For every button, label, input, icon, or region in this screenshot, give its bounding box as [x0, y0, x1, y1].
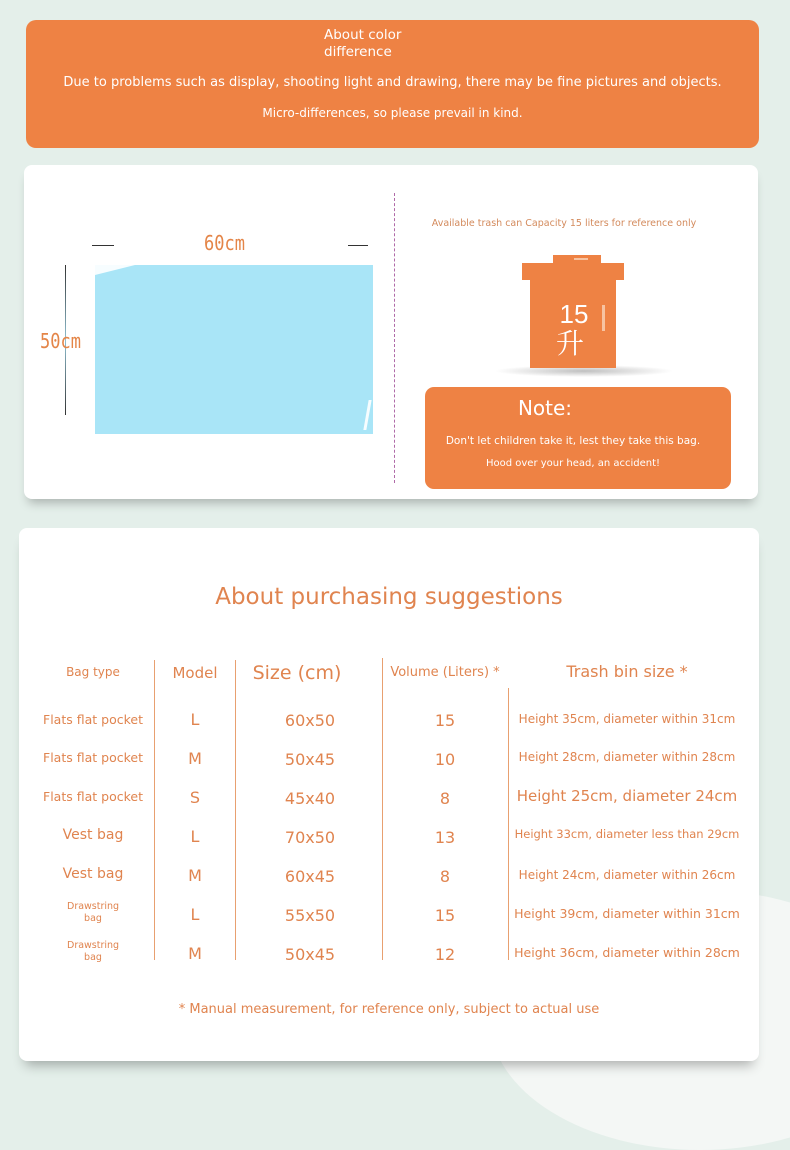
- row1-size: 60x50: [284, 711, 336, 730]
- banner-text-line2: Micro-differences, so please prevail in kind.: [262, 106, 523, 120]
- row4-trash-bin-size: Height 33cm, diameter less than 29cm: [514, 827, 740, 841]
- row4-bag-type: Vest bag: [62, 827, 124, 843]
- suggestions-title: About purchasing suggestions: [215, 584, 563, 610]
- vertical-divider: [394, 193, 395, 483]
- trash-can-handle-highlight: [574, 258, 588, 260]
- width-dimension-label: 60cm: [204, 231, 245, 255]
- row2-model: M: [188, 749, 202, 768]
- bag-shine-top: [95, 265, 135, 275]
- row7-size: 50x45: [284, 945, 336, 964]
- row5-model: M: [188, 866, 202, 885]
- trash-can-number: 15: [559, 299, 589, 329]
- height-dimension-label: 50cm: [40, 329, 81, 353]
- capacity-text: Available trash can Capacity 15 liters for reference only: [431, 218, 697, 229]
- row1-bag-type: Flats flat pocket: [43, 712, 143, 727]
- row5-size: 60x45: [284, 867, 336, 886]
- row6-volume: 15: [434, 906, 456, 925]
- row1-trash-bin-size: Height 35cm, diameter within 31cm: [518, 712, 736, 726]
- trash-can-unit: 升: [555, 327, 585, 360]
- row6-bag-type: Drawstring bag: [67, 901, 120, 924]
- row3-model: S: [189, 788, 201, 807]
- header-bag-type: Bag type: [66, 665, 120, 679]
- bag-shine-bottom: [363, 400, 371, 430]
- row3-bag-type: Flats flat pocket: [43, 789, 143, 804]
- footnote: * Manual measurement, for reference only, subject to actual use: [178, 1002, 600, 1017]
- header-trash-bin-size: Trash bin size *: [566, 662, 688, 681]
- note-box: [425, 387, 731, 489]
- purchasing-suggestions-card: [19, 528, 759, 1061]
- row1-volume: 15: [434, 711, 456, 730]
- row3-size: 45x40: [284, 789, 336, 808]
- row5-trash-bin-size: Height 24cm, diameter within 26cm: [518, 868, 736, 882]
- note-line2: Hood over your head, an accident!: [485, 458, 661, 469]
- header-model: Model: [172, 664, 218, 682]
- trash-can-icon: [522, 255, 632, 375]
- row2-trash-bin-size: Height 28cm, diameter within 28cm: [518, 750, 736, 764]
- row6-model: L: [190, 905, 200, 924]
- color-difference-banner: [26, 20, 759, 148]
- trash-can-lid: [522, 263, 624, 280]
- width-tick-right: [348, 245, 368, 246]
- bag-illustration: [95, 265, 373, 434]
- row3-trash-bin-size: Height 25cm, diameter 24cm: [516, 787, 738, 805]
- row4-volume: 13: [434, 828, 456, 847]
- banner-text-line1: Due to problems such as display, shooting light and drawing, there may be fine pictures and objects.: [63, 75, 722, 90]
- header-volume: Volume (Liters) *: [390, 665, 500, 680]
- row7-model: M: [188, 944, 202, 963]
- row4-size: 70x50: [284, 828, 336, 847]
- row7-bag-type: Drawstring bag: [67, 940, 120, 963]
- row4-model: L: [190, 827, 200, 846]
- row5-volume: 8: [439, 867, 451, 886]
- row5-bag-type: Vest bag: [62, 866, 124, 882]
- row2-volume: 10: [434, 750, 456, 769]
- bag-size-card: [24, 165, 758, 499]
- header-size: Size (cm): [252, 662, 342, 684]
- row2-bag-type: Flats flat pocket: [43, 750, 143, 765]
- row7-trash-bin-size: Height 36cm, diameter within 28cm: [514, 945, 740, 960]
- banner-title: About color difference: [324, 27, 402, 60]
- row1-model: L: [190, 710, 200, 729]
- row3-volume: 8: [439, 789, 451, 808]
- trash-can-highlight: [602, 305, 605, 331]
- note-title: Note:: [517, 396, 573, 420]
- row6-size: 55x50: [284, 906, 336, 925]
- row2-size: 50x45: [284, 750, 336, 769]
- row6-trash-bin-size: Height 39cm, diameter within 31cm: [514, 906, 740, 921]
- width-tick-left: [92, 245, 114, 246]
- row7-volume: 12: [434, 945, 456, 964]
- note-line1: Don't let children take it, lest they take this bag.: [445, 435, 701, 447]
